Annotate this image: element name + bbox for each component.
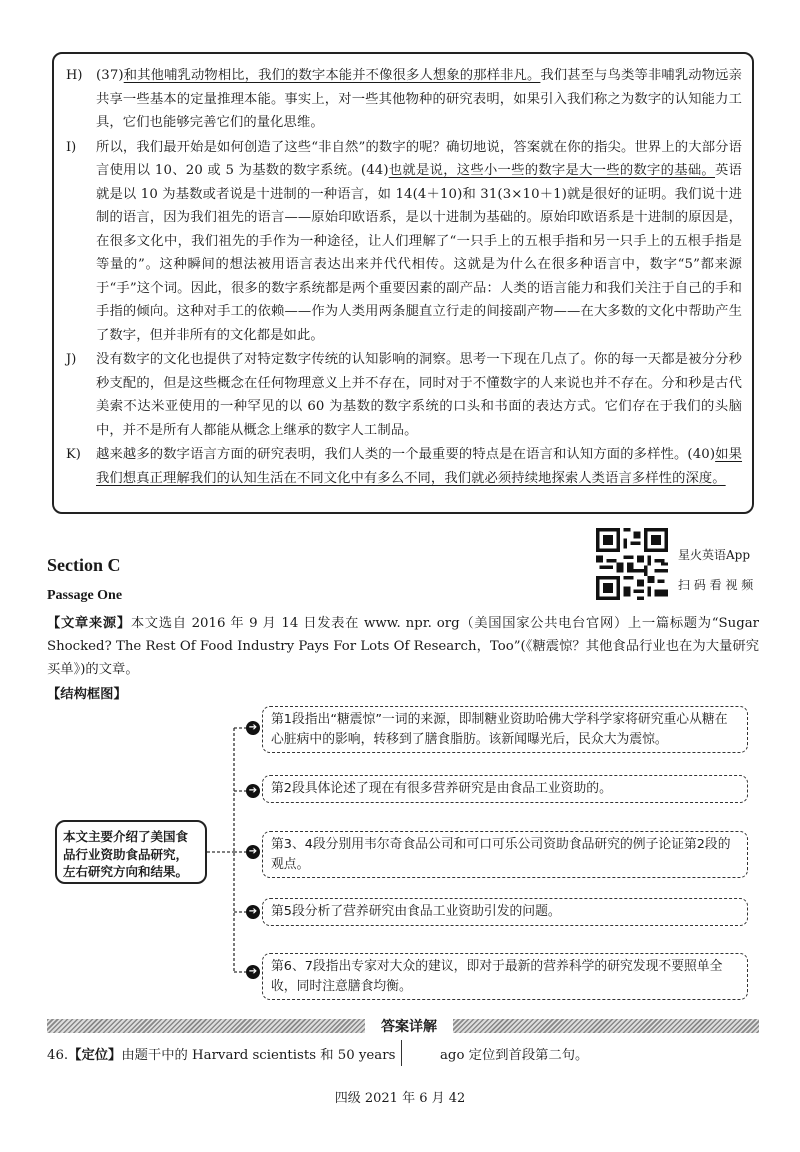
paragraph-text: 越来越多的数字语言方面的研究表明，我们人类的一个最重要的特点是在语言和认知方面的多样性。(40) — [96, 447, 716, 462]
structure-branch: 第2段具体论述了现在有很多营养研究是由食品工业资助的。 — [262, 775, 748, 803]
arrow-icon: ➔ — [246, 965, 260, 979]
question-text: 由题干中的 Harvard scientists 和 50 years — [121, 1048, 396, 1063]
answer-section-title: 答案详解 — [381, 1019, 437, 1035]
paragraph-text: 所以，我们最开始是如何创造了这些“非自然”的数字的呢？确切地说，答案就在你的指尖。世界上的大部分语言使用以 10、20 或 5 为基数的数字系统。(44) — [96, 139, 742, 178]
locate-tag: 【定位】 — [68, 1048, 122, 1063]
question-marker: (37) — [96, 68, 124, 83]
paragraph-k — [66, 443, 742, 490]
arrow-icon: ➔ — [246, 905, 260, 919]
app-name: 星火英语App — [678, 548, 751, 562]
article-source — [47, 612, 759, 681]
answer-section-bar — [47, 1016, 759, 1036]
arrow-icon: ➔ — [246, 845, 260, 859]
paragraph-label: I) — [66, 139, 77, 155]
underlined-answer: 也就是说，这些小一些的数字是大一些的数字的基础。 — [388, 163, 716, 178]
source-text: 本文选自 2016 年 9 月 14 日发表在 www. npr. org（美国国家公共电台官网）上一篇标题为“Sugar Shocked? The Rest Of Food Industry Pays For Lots Of Research，Too”(《糖震惊？其他食品行业也在为大量研究买单》)的文章。 — [47, 616, 760, 677]
structure-heading: 【结构框图】 — [47, 687, 127, 702]
paragraph-label: H) — [66, 68, 83, 83]
underlined-answer: 如果我们想真正理解我们的认知生活在不同文化中有多么不同，我们就必须持续地探索人类语言多样性的深度。 — [96, 447, 743, 486]
question-number: 46. — [47, 1048, 69, 1063]
passage-title: Passage One — [47, 588, 123, 603]
paragraph-text: 没有数字的文化也提供了对特定数字传统的认知影响的洞察。思考一下现在几点了。你的每一天都是被分分秒秒支配的，但是这些概念在任何物理意义上并不存在，同时对于不懂数字的人来说也并不存在。分和秒是古代美索不达米亚使用的一种罕见的以 60 为基数的数字系统的口头和书面的表达方式。它们存在于我们的头脑中，并不是所有人都能从概念上继承的数字人工制品。 — [96, 352, 742, 438]
paragraph-label: K) — [66, 447, 81, 462]
arrow-icon: ➔ — [246, 721, 260, 735]
section-title: Section C — [47, 555, 121, 575]
qr-code-icon[interactable] — [596, 528, 668, 600]
question-46 — [47, 1044, 395, 1063]
underlined-answer: 和其他哺乳动物相比，我们的数字本能并不像很多人想象的那样非凡。 — [123, 68, 541, 83]
hatch-divider — [453, 1019, 759, 1033]
structure-branch: 第1段指出“糖震惊”一词的来源，即制糖业资助哈佛大学科学家将研究重心从糖在心脏病中的影响，转移到了膳食脂肪。该新闻曝光后，民众大为震惊。 — [262, 706, 748, 753]
translation-box — [52, 52, 754, 514]
arrow-icon: ➔ — [246, 784, 260, 798]
page-footer: 四级 2021 年 6 月 42 — [334, 1091, 466, 1106]
paragraph-j — [66, 348, 742, 442]
structure-branch: 第3、4段分别用韦尔奇食品公司和可口可乐公司资助食品研究的例子论证第2段的观点。 — [262, 831, 748, 878]
paragraph-h — [66, 64, 742, 135]
paragraph-text: 英语就是以 10 为基数或者说是十进制的一种语言，如 14(4＋10)和 31(3×10＋1)就是很好的证明。我们说十进制的语言，因为我们祖先的语言——原始印欧语系，是以十进制为基础的。原始印欧语系是十进制的原因是，在很多文化中，我们祖先的手作为一种途径，让人们理解了“一只手上的五根手指和另一只手上的五根手指是等量的”。这种瞬间的想法被用语言表达出来并代代相传。这就是为什么在很多种语言中，数字“5”都来源于“手”这个词。因此，很多的数字系统都是两个重要因素的副产品：人类的语言能力和我们关注于自己的手和手指的倾向。这种对手工的依赖——作为人类用两条腿直立行走的间接副产物——在大多数的文化中帮助产生了数字，但并非所有的文化都是如此。 — [96, 163, 743, 343]
app-action: 扫 码 看 视 频 — [678, 578, 754, 592]
summary-box: 本文主要介绍了美国食品行业资助食品研究，左右研究方向和结果。 — [55, 820, 207, 884]
source-heading: 【文章来源】 — [47, 616, 131, 631]
hatch-divider — [47, 1019, 365, 1033]
question-46-continued: ago 定位到首段第二句。 — [440, 1048, 589, 1063]
paragraph-label: J) — [66, 352, 77, 367]
structure-branch: 第5段分析了营养研究由食品工业资助引发的问题。 — [262, 898, 748, 926]
structure-branch: 第6、7段指出专家对大众的建议，即对于最新的营养科学的研究发现不要照单全收，同时注意膳食均衡。 — [262, 953, 748, 1000]
app-promo — [678, 540, 753, 600]
paragraph-i — [66, 136, 742, 348]
column-divider — [401, 1040, 402, 1066]
paragraph-text: 我们甚至与鸟类等非哺乳动物远亲共享一些基本的定量推理本能。事实上，对一些其他物种的研究表明，如果引入我们称之为数字的认知能力工具，它们也能够完善它们的量化思维。 — [96, 68, 742, 130]
